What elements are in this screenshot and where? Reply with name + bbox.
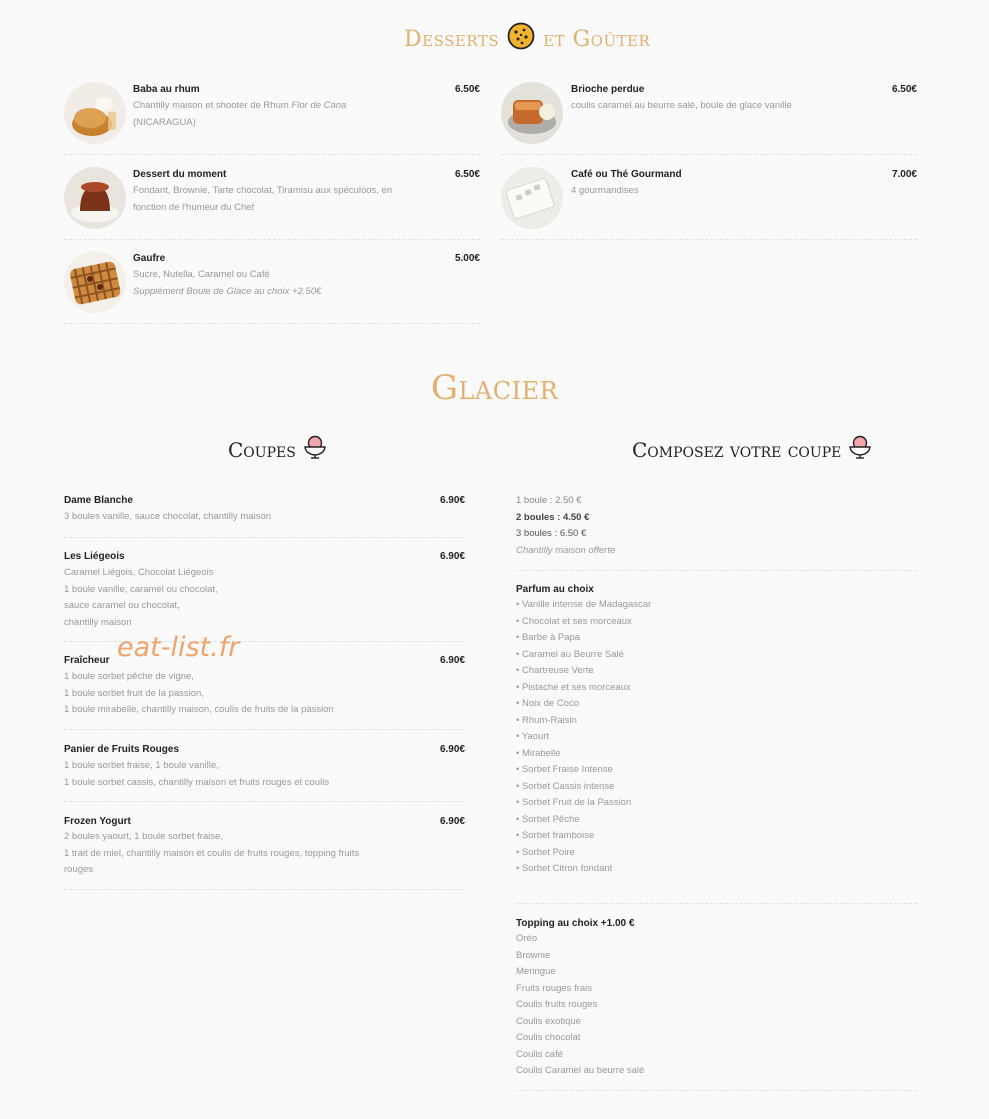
coupes-title xyxy=(228,434,328,465)
desc-line: 1 boule sorbet pêche de vigne, xyxy=(64,671,194,682)
item-name: Fraîcheur xyxy=(64,655,110,666)
item-name: Brioche perdue xyxy=(571,84,645,95)
list-item: Coulis fruits rouges xyxy=(516,999,598,1010)
boule-price-line: 2 boules : 4.50 € xyxy=(516,511,590,523)
item-desc xyxy=(64,758,444,791)
baba-photo xyxy=(64,82,126,144)
item-desc xyxy=(64,565,444,631)
desc-line: Caramel Liégois, Chocolat Liégeois xyxy=(64,567,214,578)
desc-line: rouges xyxy=(64,864,94,875)
desc-line: 3 boules vanille, sauce chocolat, chantilly maison xyxy=(64,511,272,522)
desserts-title-left: Desserts xyxy=(404,26,500,52)
desc-line: 1 trait de miel, chantilly maison et coulis de fruits rouges, topping fruits xyxy=(64,847,360,859)
compose-title-text: Composez votre coupe xyxy=(632,437,842,462)
list-item: • Sorbet framboise xyxy=(516,830,595,841)
item-name: Les Liégeois xyxy=(64,551,125,562)
list-item: Coulis chocolat xyxy=(516,1032,581,1043)
desc-line: Sucre, Nutella, Caramel ou Café xyxy=(133,269,270,280)
item-desc xyxy=(133,183,433,216)
item-name: Dame Blanche xyxy=(64,495,133,506)
desc-line: sauce caramel ou chocolat, xyxy=(64,600,180,611)
boule-price-line: 3 boules : 6.50 € xyxy=(516,528,587,539)
item-price: 6.50€ xyxy=(454,84,480,95)
item-name: Frozen Yogurt xyxy=(64,816,131,827)
ice-cream-bowl-icon xyxy=(847,434,873,465)
watermark: eat-list.fr xyxy=(117,632,240,663)
list-item: • Chocolat et ses morceaux xyxy=(516,615,632,627)
list-item: Brownie xyxy=(516,949,551,961)
item-name: Panier de Fruits Rouges xyxy=(64,744,180,755)
desc-line: 1 boule mirabelle, chantilly maison, coulis de fruits de la passion xyxy=(64,704,334,715)
parfum-list xyxy=(516,597,816,878)
item-price: 5.00€ xyxy=(454,253,480,264)
topping-list xyxy=(516,931,816,1080)
item-name: Café ou Thé Gourmand xyxy=(571,169,682,180)
list-item: • Yaourt xyxy=(516,731,550,742)
boule-price-line: 1 boule : 2.50 € xyxy=(516,495,582,506)
list-item: • Sorbet Citron fondant xyxy=(516,863,613,874)
list-item: • Sorbet Fruit de la Passion xyxy=(516,797,632,808)
desc-line: 1 boule sorbet fruit de la passion, xyxy=(64,687,204,699)
glacier-title: Glacier xyxy=(430,368,559,408)
desserts-title xyxy=(404,22,650,56)
separator xyxy=(64,729,465,730)
item-desc xyxy=(64,669,444,719)
separator xyxy=(64,154,480,155)
dessert-moment-photo xyxy=(64,167,126,229)
cookie-icon xyxy=(507,22,535,56)
compose-title xyxy=(632,434,873,465)
item-name: Dessert du moment xyxy=(133,169,227,180)
desc-line: 4 gourmandises xyxy=(571,185,639,196)
item-desc xyxy=(571,98,871,115)
brioche-photo xyxy=(501,82,563,144)
parfum-title: Parfum au choix xyxy=(516,584,594,595)
desc-line: chantilly maison xyxy=(64,616,132,628)
desc-line: 2 boules yaourt, 1 boule sorbet fraise, xyxy=(64,831,223,842)
desc-line: coulis caramel au beurre salé, boule de glace vanille xyxy=(571,100,792,111)
item-name: Baba au rhum xyxy=(133,84,200,95)
ice-cream-bowl-icon xyxy=(302,434,328,465)
separator xyxy=(64,239,480,240)
list-item: • Sorbet Fraise Intense xyxy=(516,764,613,775)
desc-line: 1 boule sorbet fraise, 1 boule vanille, xyxy=(64,760,219,771)
list-item: Meringue xyxy=(516,966,556,977)
list-item: • Barbe à Papa xyxy=(516,632,581,643)
list-item: • Caramel au Beurre Salé xyxy=(516,648,624,660)
item-price: 6.50€ xyxy=(891,84,917,95)
separator xyxy=(516,570,917,571)
item-desc xyxy=(571,183,871,200)
desc-line: 1 boule vanille, caramel ou chocolat, xyxy=(64,583,218,595)
list-item: • Chartreuse Verte xyxy=(516,665,594,676)
item-price: 6.90€ xyxy=(439,495,465,506)
gaufre-photo xyxy=(64,251,126,313)
desc-italic: Flor de Cana xyxy=(291,100,347,111)
desserts-title-right: et Goûter xyxy=(543,26,651,52)
item-price: 6.90€ xyxy=(439,655,465,666)
item-price: 6.90€ xyxy=(439,744,465,755)
list-item: Coulis exotique xyxy=(516,1015,581,1027)
separator xyxy=(501,239,917,240)
item-desc xyxy=(64,829,374,879)
list-item: Coulis Caramel au beurre salé xyxy=(516,1065,645,1076)
separator xyxy=(64,801,465,802)
list-item: • Sorbet Cassis intense xyxy=(516,780,615,792)
topping-title: Topping au choix +1.00 € xyxy=(516,918,635,929)
chantilly-note: Chantilly maison offerte xyxy=(516,544,616,556)
item-price: 6.90€ xyxy=(439,551,465,562)
list-item: • Pistache et ses morceaux xyxy=(516,681,631,693)
item-desc xyxy=(64,509,444,526)
item-desc xyxy=(133,267,433,300)
list-item: • Mirabelle xyxy=(516,747,561,759)
list-item: • Sorbet Poire xyxy=(516,846,575,858)
desc-italic: Supplément Boule de Glace au choix +2.50€ xyxy=(133,285,322,297)
desc-line: fonction de l'humeur du Chef xyxy=(133,201,255,213)
list-item: • Noix de Coco xyxy=(516,698,579,709)
desc-line: Fondant, Brownie, Tarte chocolat, Tiramisu aux spéculoos, en xyxy=(133,185,393,196)
cafe-gourmand-photo xyxy=(501,167,563,229)
boules-prices xyxy=(516,493,816,559)
list-item: • Sorbet Pêche xyxy=(516,813,580,825)
list-item: Fruits rouges frais xyxy=(516,982,593,994)
separator xyxy=(516,903,917,904)
desc-line: Chantilly maison et shooter de Rhum xyxy=(133,100,292,111)
item-name: Gaufre xyxy=(133,253,166,264)
item-price: 6.50€ xyxy=(454,169,480,180)
list-item: • Rhum-Raisin xyxy=(516,714,577,726)
desc-line: 1 boule sorbet cassis, chantilly maison et fruits rouges et coulis xyxy=(64,776,330,788)
item-desc xyxy=(133,98,433,131)
separator xyxy=(64,323,480,324)
item-price: 6.90€ xyxy=(439,816,465,827)
separator xyxy=(64,537,465,538)
separator xyxy=(516,1090,917,1091)
coupes-title-text: Coupes xyxy=(228,437,296,462)
desc-line: (NICARAGUA) xyxy=(133,116,196,128)
list-item: Oréo xyxy=(516,933,538,944)
list-item: • Vanille intense de Madagascar xyxy=(516,599,652,610)
separator xyxy=(501,154,917,155)
list-item: Coulis café xyxy=(516,1048,563,1060)
separator xyxy=(64,889,465,890)
item-price: 7.00€ xyxy=(891,169,917,180)
